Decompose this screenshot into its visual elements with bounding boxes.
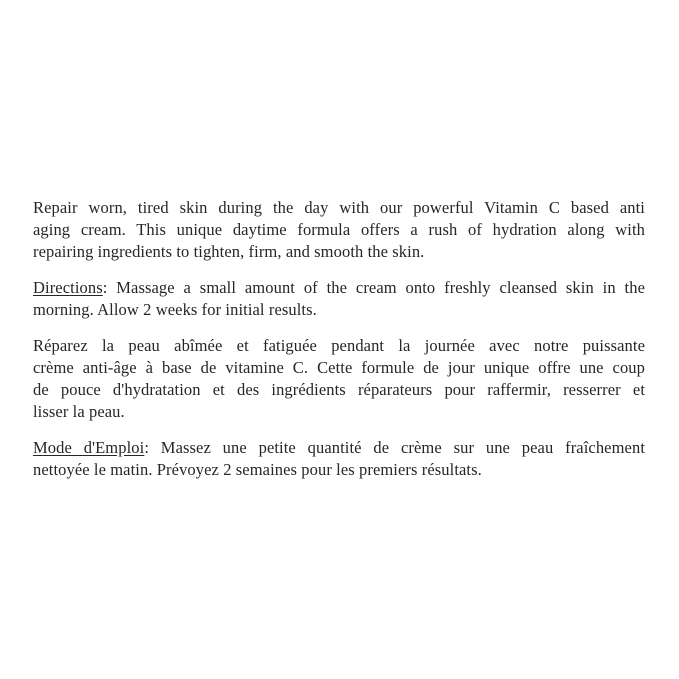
text-line: nettoyée le matin. Prévoyez 2 semaines pour les premiers résultats. [33,460,482,479]
underlined-heading: Directions [33,278,103,297]
text-line: crème anti-âge à base de vitamine C. Cette formule de jour unique offre une coup [33,358,645,377]
paragraph-french-description [33,335,645,423]
text-line: repairing ingredients to tighten, firm, and smooth the skin. [33,242,425,261]
text-line: Directions: Massage a small amount of the cream onto freshly cleansed skin in the [33,278,645,297]
paragraph-english-directions [33,277,645,321]
label-text-block [33,197,645,481]
paragraph-french-directions [33,437,645,481]
text-line: Réparez la peau abîmée et fatiguée pendant la journée avec notre puissante [33,336,645,355]
text-line: de pouce d'hydratation et des ingrédients réparateurs pour raffermir, resserrer et [33,380,645,399]
text-line: Mode d'Emploi: Massez une petite quantité de crème sur une peau fraîchement [33,438,646,457]
text-line: morning. Allow 2 weeks for initial results. [33,300,317,319]
text-line: aging cream. This unique daytime formula offers a rush of hydration along with [33,220,645,239]
underlined-heading: Mode d'Emploi [33,438,145,457]
text-line: lisser la peau. [33,402,125,421]
text-line: Repair worn, tired skin during the day with our powerful Vitamin C based anti [33,198,645,217]
paragraph-english-description [33,197,645,263]
